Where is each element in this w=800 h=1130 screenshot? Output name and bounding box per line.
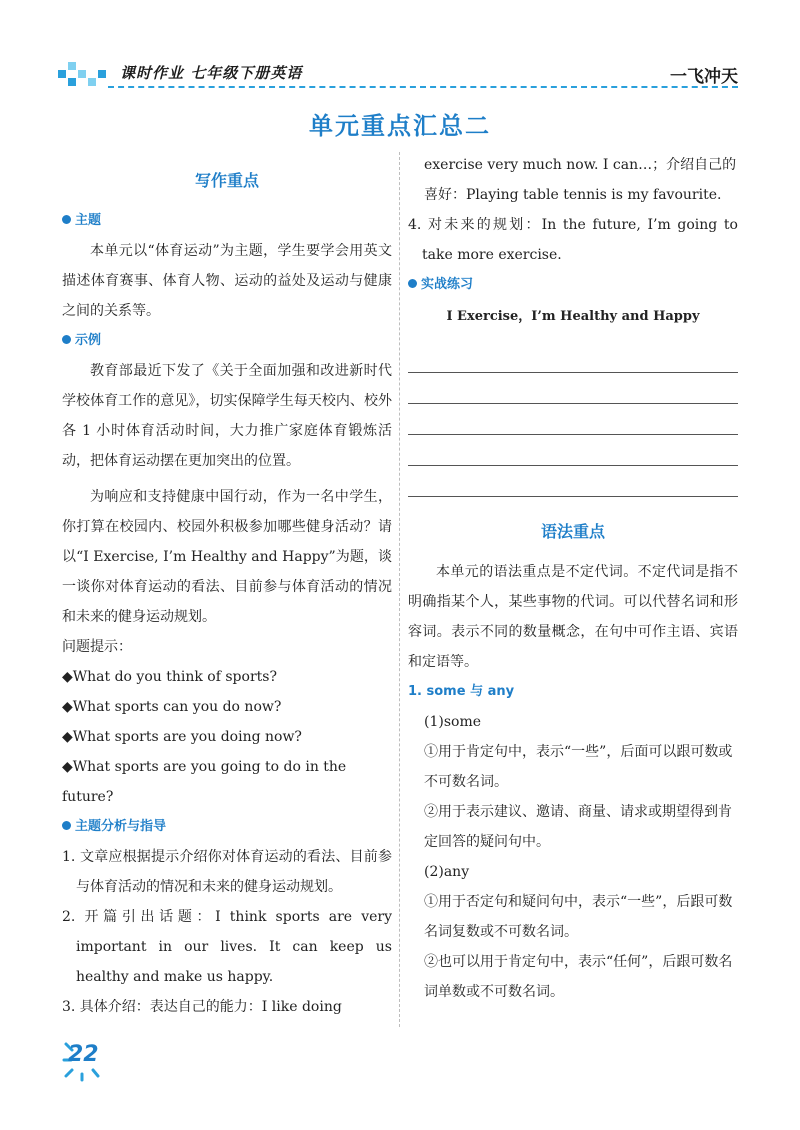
any-label: (2)any [424, 864, 470, 880]
page-header [58, 58, 738, 92]
header-brand: 一飞冲天 [670, 67, 738, 87]
some-rule-2: ②用于表示建议、邀请、商量、请求或期望得到肯定回答的疑问句中。 [424, 804, 732, 850]
guide-point: 2. 开篇引出话题：I think sports are very important in our lives. It can keep us healthy and make us happy. [62, 909, 392, 985]
question-item: ◆What do you think of sports? [62, 669, 277, 685]
decorative-squares [58, 62, 108, 90]
essay-title: I Exercise，I’m Healthy and Happy [446, 309, 700, 324]
hint-label: 问题提示： [62, 639, 132, 655]
example-label: 示例 [62, 326, 392, 356]
theme-label: 主题 [62, 206, 392, 236]
guide-point: 1. 文章应根据提示介绍你对体育运动的看法、目前参与体育活动的情况和未来的健身运动规划。 [62, 849, 392, 895]
writing-section-title: 写作重点 [194, 171, 259, 190]
analysis-label: 主题分析与指导 [62, 812, 392, 842]
any-rule-2: ②也可以用于肯定句中，表示“任何”，后跟可数名词单数或不可数名词。 [424, 954, 733, 1000]
some-rule-1: ①用于肯定句中，表示“一些”，后面可以跟可数或不可数名词。 [424, 744, 733, 790]
example-paragraph-2: 为响应和支持健康中国行动，作为一名中学生，你打算在校园内、校园外积极参加哪些健身活动？请以“I Exercise, I’m Healthy and Happy”为题，谈一谈你对体育运动的看法、目前参与体育活动的情况和未来的健身运动规划。 [62, 489, 392, 625]
practice-label: 实战练习 [408, 270, 738, 300]
question-item: ◆What sports are you going to do in the future? [62, 759, 347, 805]
guide-point: 4. 对未来的规划：In the future, I’m going to take more exercise. [408, 217, 738, 263]
writing-lines[interactable] [408, 342, 738, 497]
writing-line[interactable] [408, 342, 738, 373]
left-column [62, 158, 392, 1022]
grammar-subtitle: 1. some 与 any [408, 684, 515, 699]
example-paragraph-1: 教育部最近下发了《关于全面加强和改进新时代学校体育工作的意见》，切实保障学生每天校内、校外各 1 小时体育活动时间，大力推广家庭体育锻炼活动，把体育运动摆在更加突出的位置。 [62, 363, 392, 469]
writing-line[interactable] [408, 373, 738, 404]
writing-line[interactable] [408, 466, 738, 497]
theme-text: 本单元以“体育运动”为主题，学生要学会用英文描述体育赛事、体育人物、运动的益处及运动与健康之间的关系等。 [62, 243, 392, 319]
grammar-section-title: 语法重点 [540, 522, 605, 541]
writing-line[interactable] [408, 435, 738, 466]
page-title: 单元重点汇总二 [309, 112, 491, 140]
header-rule [108, 86, 738, 88]
any-rule-1: ①用于否定句和疑问句中，表示“一些”，后跟可数名词复数或不可数名词。 [424, 894, 733, 940]
grammar-intro: 本单元的语法重点是不定代词。不定代词是指不明确指某个人，某些事物的代词。可以代替名词和形容词。表示不同的数量概念，在句中可作主语、宾语和定语等。 [408, 564, 738, 670]
page-number: 22 [68, 1042, 99, 1067]
page-number-badge [60, 1034, 110, 1084]
question-item: ◆What sports can you do now? [62, 699, 282, 715]
continued-text: exercise very much now. I can…；介绍自己的喜好：Playing table tennis is my favourite. [424, 157, 737, 203]
right-column [408, 150, 738, 1007]
guide-point: 3. 具体介绍：表达自己的能力：I like doing [62, 999, 342, 1015]
column-divider [399, 152, 400, 1027]
writing-line[interactable] [408, 404, 738, 435]
some-label: (1)some [424, 714, 482, 730]
header-title: 课时作业 七年级下册英语 [120, 64, 303, 82]
question-item: ◆What sports are you doing now? [62, 729, 302, 745]
